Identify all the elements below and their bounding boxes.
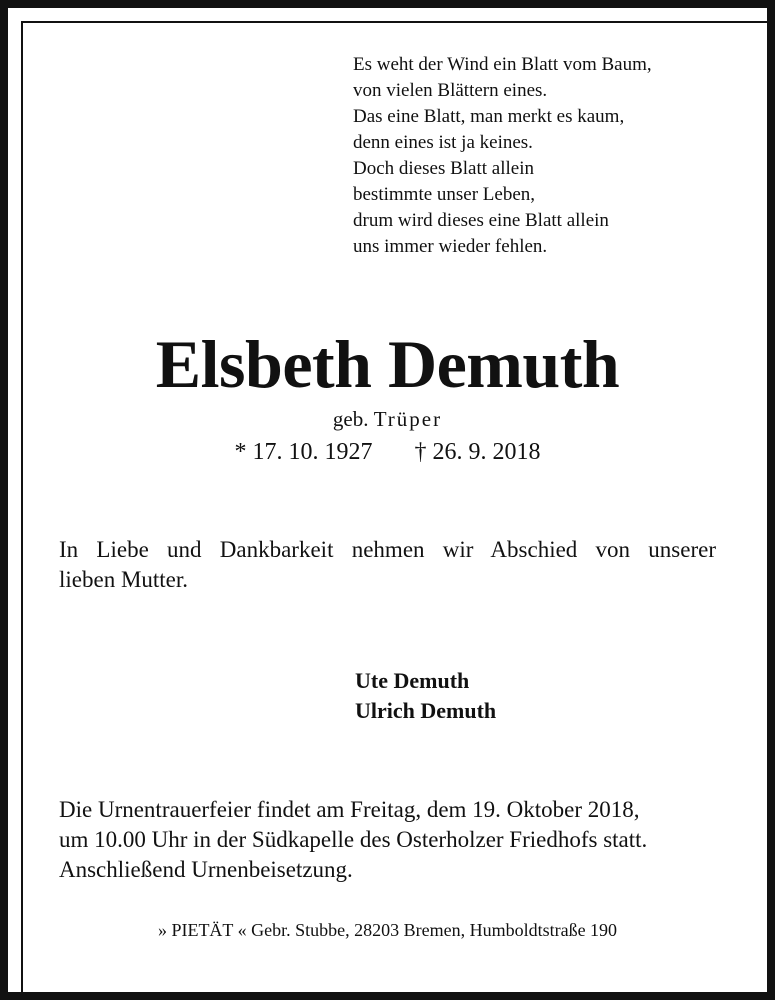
poem-line: Doch dieses Blatt allein [353,158,534,179]
signers [355,666,496,726]
poem-line: Das eine Blatt, man merkt es kaum, [353,106,625,127]
signer-name: Ulrich Demuth [355,698,497,723]
poem [353,52,652,260]
poem-line: Es weht der Wind ein Blatt vom Baum, [353,54,652,75]
poem-line: denn eines ist ja keines. [353,132,533,153]
deceased-name: Elsbeth Demuth [155,326,620,402]
farewell-text [59,535,716,595]
birth-name [0,406,775,432]
poem-line: bestimmte unser Leben, [353,184,536,205]
farewell-line: lieben Mutter. [59,567,189,592]
birth-date: * 17. 10. 1927 [234,439,373,465]
birth-surname: Trüper [373,407,443,431]
poem-line: von vielen Blättern eines. [353,80,548,101]
poem-line: uns immer wieder fehlen. [353,236,548,257]
farewell-line: In Liebe und Dankbarkeit nehmen wir Abschied von unserer [59,537,716,562]
death-date: † 26. 9. 2018 [414,439,541,465]
funeral-home-footer: » PIETÄT « Gebr. Stubbe, 28203 Bremen, Humboldtstraße 190 [157,920,618,940]
ceremony-line: um 10.00 Uhr in der Südkapelle des Osterholzer Friedhofs statt. [59,827,648,852]
poem-line: drum wird dieses eine Blatt allein [353,210,609,231]
signer-name: Ute Demuth [355,668,470,693]
ceremony-line: Anschließend Urnenbeisetzung. [59,857,353,882]
life-dates [0,437,775,467]
ceremony-notice [59,795,716,885]
ceremony-line: Die Urnentrauerfeier findet am Freitag, dem 19. Oktober 2018, [59,797,640,822]
birth-name-prefix: geb. [332,407,369,431]
